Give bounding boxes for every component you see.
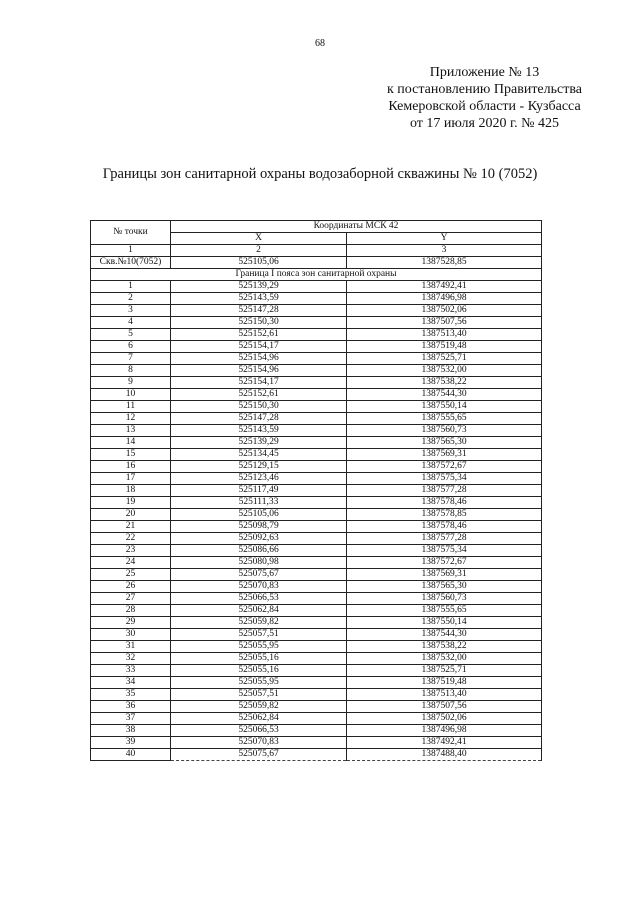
header-y: Y [347, 233, 542, 245]
table-row [91, 617, 542, 629]
table-row [91, 485, 542, 497]
table-row [91, 293, 542, 305]
table-row [91, 701, 542, 713]
y-cell: 1387538,22 [347, 641, 542, 653]
point-number-cell: 14 [91, 437, 171, 449]
table-row [91, 521, 542, 533]
point-number-cell: 3 [91, 305, 171, 317]
table-row [91, 401, 542, 413]
y-cell: 1387532,00 [347, 653, 542, 665]
header-row [91, 221, 542, 233]
table-row [91, 569, 542, 581]
x-cell: 525139,29 [171, 281, 347, 293]
x-cell: 525075,67 [171, 569, 347, 581]
header-x: X [171, 233, 347, 245]
x-cell: 525098,79 [171, 521, 347, 533]
x-cell: 525055,95 [171, 641, 347, 653]
point-number-cell: 28 [91, 605, 171, 617]
appendix-line: от 17 июля 2020 г. № 425 [409, 116, 559, 131]
point-number-cell: 27 [91, 593, 171, 605]
point-number-cell: 39 [91, 737, 171, 749]
index-cell: 1 [91, 245, 171, 257]
table-row [91, 461, 542, 473]
x-cell: 525154,96 [171, 365, 347, 377]
x-cell: 525123,46 [171, 473, 347, 485]
table-row [91, 605, 542, 617]
x-cell: 525111,33 [171, 497, 347, 509]
x-cell: 525055,95 [171, 677, 347, 689]
table-row [91, 533, 542, 545]
x-cell: 525134,45 [171, 449, 347, 461]
y-cell: 1387513,40 [347, 329, 542, 341]
index-row [91, 245, 542, 257]
point-number-cell: 30 [91, 629, 171, 641]
x-cell: 525080,98 [171, 557, 347, 569]
header-coordinates: Координаты МСК 42 [171, 221, 542, 233]
x-cell: 525150,30 [171, 317, 347, 329]
y-cell: 1387502,06 [347, 713, 542, 725]
table-row [91, 305, 542, 317]
table-row [91, 545, 542, 557]
table-row [91, 329, 542, 341]
y-cell: 1387578,85 [347, 509, 542, 521]
x-cell: 525059,82 [171, 617, 347, 629]
x-cell: 525143,59 [171, 293, 347, 305]
point-number-cell: 21 [91, 521, 171, 533]
y-cell: 1387577,28 [347, 533, 542, 545]
y-cell: 1387572,67 [347, 461, 542, 473]
point-number-cell: 2 [91, 293, 171, 305]
x-cell: 525070,83 [171, 737, 347, 749]
table-row [91, 713, 542, 725]
x-cell: 525062,84 [171, 605, 347, 617]
point-number-cell: 17 [91, 473, 171, 485]
point-number-cell: 13 [91, 425, 171, 437]
document-title: Границы зон санитарной охраны водозаборной скважины № 10 (7052) [102, 166, 538, 182]
table-row [91, 641, 542, 653]
belt-title: Граница I пояса зон санитарной охраны [91, 269, 542, 281]
table-row [91, 749, 542, 761]
point-number-cell: 40 [91, 749, 171, 761]
x-cell: 525062,84 [171, 713, 347, 725]
point-number-cell: 12 [91, 413, 171, 425]
x-cell: 525147,28 [171, 305, 347, 317]
y-cell: 1387496,98 [347, 293, 542, 305]
table-row [91, 449, 542, 461]
point-number-cell: 38 [91, 725, 171, 737]
y-cell: 1387525,71 [347, 353, 542, 365]
x-cell: 525059,82 [171, 701, 347, 713]
y-cell: 1387544,30 [347, 629, 542, 641]
table-row [91, 473, 542, 485]
point-number-cell: 15 [91, 449, 171, 461]
y-cell: 1387492,41 [347, 737, 542, 749]
well-label: Скв.№10(7052) [91, 257, 171, 269]
y-cell: 1387565,30 [347, 581, 542, 593]
point-number-cell: 23 [91, 545, 171, 557]
x-cell: 525154,17 [171, 377, 347, 389]
x-cell: 525152,61 [171, 329, 347, 341]
table-row [91, 581, 542, 593]
x-cell: 525057,51 [171, 629, 347, 641]
y-cell: 1387488,40 [347, 749, 542, 761]
index-cell: 2 [171, 245, 347, 257]
table-row [91, 365, 542, 377]
point-number-cell: 16 [91, 461, 171, 473]
y-cell: 1387575,34 [347, 473, 542, 485]
x-cell: 525092,63 [171, 533, 347, 545]
y-cell: 1387507,56 [347, 317, 542, 329]
table-row [91, 665, 542, 677]
point-number-cell: 1 [91, 281, 171, 293]
y-cell: 1387560,73 [347, 425, 542, 437]
x-cell: 525066,53 [171, 593, 347, 605]
table-row [91, 353, 542, 365]
x-cell: 525154,17 [171, 341, 347, 353]
x-cell: 525152,61 [171, 389, 347, 401]
point-number-cell: 9 [91, 377, 171, 389]
table-row [91, 497, 542, 509]
point-number-cell: 7 [91, 353, 171, 365]
y-cell: 1387519,48 [347, 341, 542, 353]
y-cell: 1387519,48 [347, 677, 542, 689]
y-cell: 1387572,67 [347, 557, 542, 569]
point-number-cell: 4 [91, 317, 171, 329]
table-row [91, 725, 542, 737]
table-row [91, 437, 542, 449]
y-cell: 1387532,00 [347, 365, 542, 377]
point-number-cell: 36 [91, 701, 171, 713]
point-number-cell: 10 [91, 389, 171, 401]
well-x: 525105,06 [171, 257, 347, 269]
table-row [91, 377, 542, 389]
appendix-line: к постановлению Правительства [386, 82, 582, 97]
point-number-cell: 25 [91, 569, 171, 581]
point-number-cell: 20 [91, 509, 171, 521]
y-cell: 1387550,14 [347, 401, 542, 413]
y-cell: 1387555,65 [347, 413, 542, 425]
point-number-cell: 18 [91, 485, 171, 497]
table-row [91, 425, 542, 437]
y-cell: 1387569,31 [347, 449, 542, 461]
x-cell: 525086,66 [171, 545, 347, 557]
coordinates-table [90, 220, 542, 761]
y-cell: 1387577,28 [347, 485, 542, 497]
x-cell: 525075,67 [171, 749, 347, 761]
y-cell: 1387550,14 [347, 617, 542, 629]
point-number-cell: 11 [91, 401, 171, 413]
table-row [91, 557, 542, 569]
y-cell: 1387578,46 [347, 521, 542, 533]
x-cell: 525055,16 [171, 653, 347, 665]
appendix-line: Приложение № 13 [429, 65, 540, 80]
y-cell: 1387538,22 [347, 377, 542, 389]
point-number-cell: 32 [91, 653, 171, 665]
table-row [91, 281, 542, 293]
point-number-cell: 5 [91, 329, 171, 341]
section-row [91, 269, 542, 281]
x-cell: 525129,15 [171, 461, 347, 473]
point-number-cell: 19 [91, 497, 171, 509]
point-number-cell: 34 [91, 677, 171, 689]
x-cell: 525150,30 [171, 401, 347, 413]
point-number-cell: 8 [91, 365, 171, 377]
x-cell: 525117,49 [171, 485, 347, 497]
point-number-cell: 24 [91, 557, 171, 569]
appendix-block [387, 64, 582, 132]
well-row [91, 257, 542, 269]
table-row [91, 509, 542, 521]
header-point-number: № точки [91, 221, 171, 245]
y-cell: 1387578,46 [347, 497, 542, 509]
table-row [91, 389, 542, 401]
x-cell: 525147,28 [171, 413, 347, 425]
table-row [91, 689, 542, 701]
x-cell: 525143,59 [171, 425, 347, 437]
page-number: 68 [315, 38, 325, 49]
point-number-cell: 22 [91, 533, 171, 545]
index-cell: 3 [347, 245, 542, 257]
y-cell: 1387492,41 [347, 281, 542, 293]
table-row [91, 317, 542, 329]
y-cell: 1387544,30 [347, 389, 542, 401]
table-row [91, 629, 542, 641]
y-cell: 1387555,65 [347, 605, 542, 617]
x-cell: 525057,51 [171, 689, 347, 701]
y-cell: 1387565,30 [347, 437, 542, 449]
x-cell: 525066,53 [171, 725, 347, 737]
y-cell: 1387496,98 [347, 725, 542, 737]
point-number-cell: 35 [91, 689, 171, 701]
x-cell: 525055,16 [171, 665, 347, 677]
table-row [91, 677, 542, 689]
appendix-line: Кемеровской области - Кузбасса [388, 99, 581, 114]
table-row [91, 653, 542, 665]
table-row [91, 737, 542, 749]
point-number-cell: 31 [91, 641, 171, 653]
y-cell: 1387502,06 [347, 305, 542, 317]
x-cell: 525070,83 [171, 581, 347, 593]
y-cell: 1387513,40 [347, 689, 542, 701]
x-cell: 525139,29 [171, 437, 347, 449]
point-number-cell: 29 [91, 617, 171, 629]
y-cell: 1387507,56 [347, 701, 542, 713]
table-row [91, 413, 542, 425]
point-number-cell: 6 [91, 341, 171, 353]
x-cell: 525105,06 [171, 509, 347, 521]
point-number-cell: 33 [91, 665, 171, 677]
y-cell: 1387569,31 [347, 569, 542, 581]
table-row [91, 341, 542, 353]
table-row [91, 593, 542, 605]
y-cell: 1387525,71 [347, 665, 542, 677]
point-number-cell: 26 [91, 581, 171, 593]
x-cell: 525154,96 [171, 353, 347, 365]
well-y: 1387528,85 [347, 257, 542, 269]
y-cell: 1387575,34 [347, 545, 542, 557]
y-cell: 1387560,73 [347, 593, 542, 605]
point-number-cell: 37 [91, 713, 171, 725]
